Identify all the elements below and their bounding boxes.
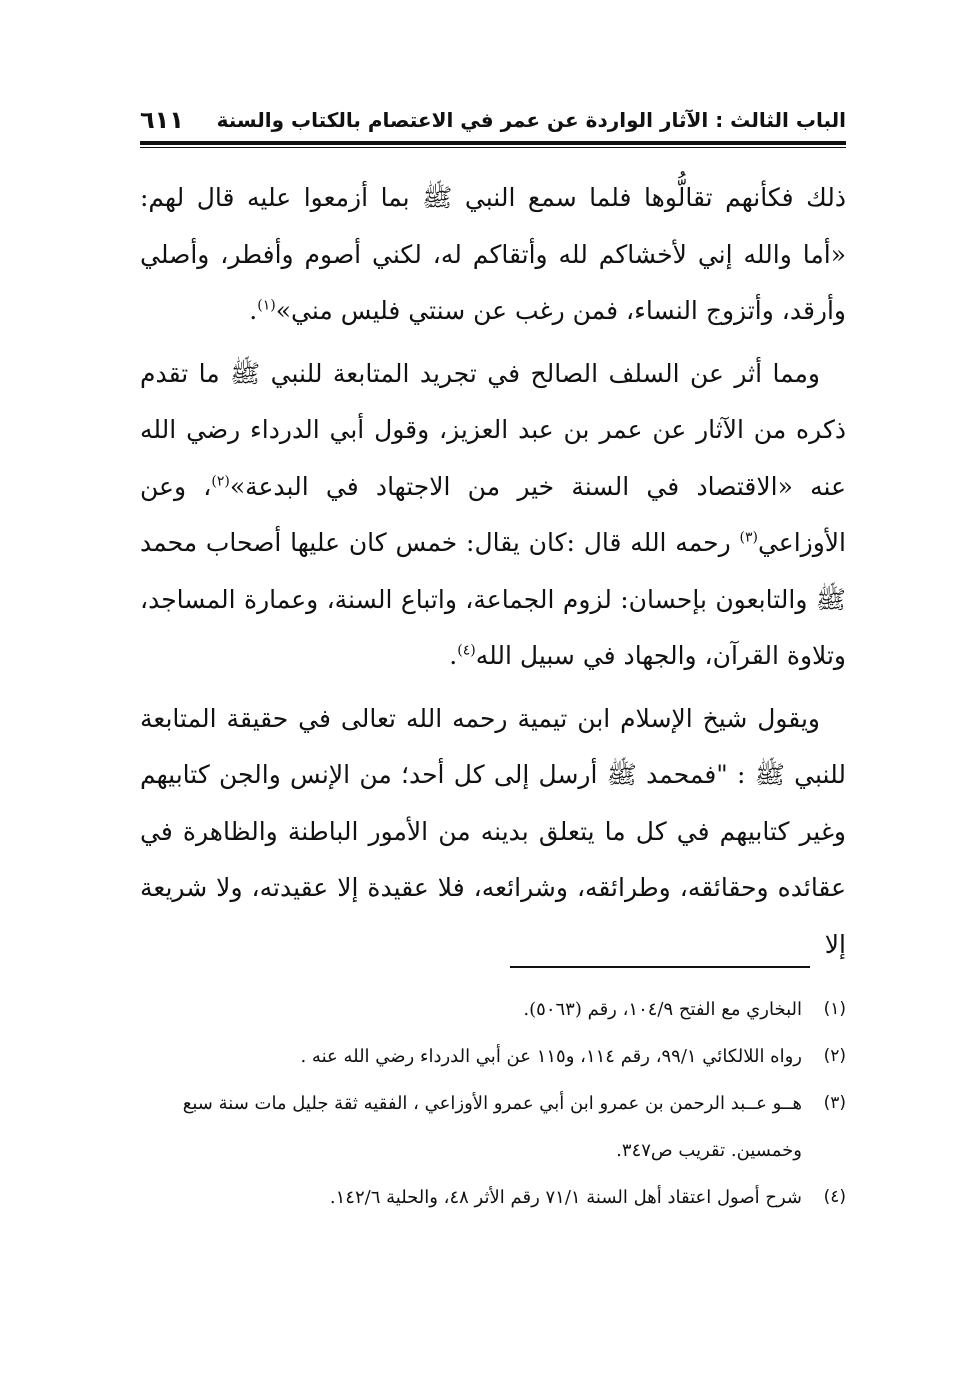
footnote-mark: (٢) [211,473,230,490]
paragraph-tail: . [449,641,458,670]
paragraph-3 [140,691,846,974]
footnote-item [135,986,846,1033]
footnote-number: (١) [823,999,846,1019]
header-rule-thin [140,147,846,148]
footnote-number: (٤) [823,1187,846,1207]
page-number: ٦١١ [140,106,184,134]
footnote-item [135,1033,846,1080]
footnote-separator [510,966,810,968]
footnote-item [135,1174,846,1221]
footnote-number: (٢) [823,1046,846,1066]
footnote-mark: (٣) [739,529,758,546]
paragraph-text: ومما أثر عن السلف الصالح في تجريد المتابعة للنبي ﷺ ما تقدم ذكره من الآثار عن عمر بن عبد العزيز، وقول أبي الدرداء رضي الله عنه «الاقتصاد في السنة خير من الاجتهاد في البدعة» [140,358,846,501]
footnote-number: (٣) [823,1093,846,1113]
paragraph-tail: . [249,296,258,325]
paragraph-text: رحمه الله قال :كان يقال: خمس كان عليها أصحاب محمد ﷺ والتابعون بإحسان: لزوم الجماعة، واتباع السنة، وعمارة المساجد، وتلاوة القرآن، والجهاد في سبيل الله [140,528,846,670]
paragraph-text: ذلك فكأنهم تقالُّوها فلما سمع النبي ﷺ بما أزمعوا عليه قال لهم: «أما والله إني لأخشاكم لله وأتقاكم له، لكني أصوم وأفطر، وأصلي وأرقد، وأتزوج النساء، فمن رغب عن سنتي فليس مني» [140,183,846,325]
footnote-mark: (٤) [457,642,476,659]
running-header [140,100,846,140]
chapter-title: الباب الثالث : الآثار الواردة عن عمر في الاعتصام بالكتاب والسنة [216,108,846,132]
paragraph-1 [140,170,846,340]
footnote-text: هــو عــبد الرحمن بن عمرو ابن أبي عمرو الأوزاعي ، الفقيه ثقة جليل مات سنة سبع وخمسين. تقريب ص٣٤٧. [182,1093,802,1161]
footnote-text: البخاري مع الفتح ١٠٤/٩، رقم (٥٠٦٣). [523,999,802,1020]
footnote-text: رواه اللالكائي ٩٩/١، رقم ١١٤، و١١٥ عن أبي الدرداء رضي الله عنه . [300,1046,802,1067]
paragraph-2 [140,346,846,685]
main-text [140,170,846,973]
footnote-mark: (١) [257,297,276,314]
header-rule-thick [140,141,846,145]
footnotes [135,986,846,1221]
paragraph-text: ، وعن الأوزاعي [140,471,846,557]
paragraph-text: ويقول شيخ الإسلام ابن تيمية رحمه الله تعالى في حقيقة المتابعة للنبي ﷺ : "فمحمد ﷺ أرسل إلى كل أحد؛ من الإنس والجن كتابيهم وغير كتابيهم في كل ما يتعلق بدينه من الأمور الباطنة والظاهرة في عقائده وحقائقه، وطرائقه، وشرائعه، فلا عقيدة إلا عقيدته، ولا شريعة إلا [140,703,846,959]
footnote-text: شرح أصول اعتقاد أهل السنة ٧١/١ رقم الأثر ٤٨، والحلية ١٤٢/٦. [329,1187,802,1208]
footnote-item [135,1080,846,1174]
